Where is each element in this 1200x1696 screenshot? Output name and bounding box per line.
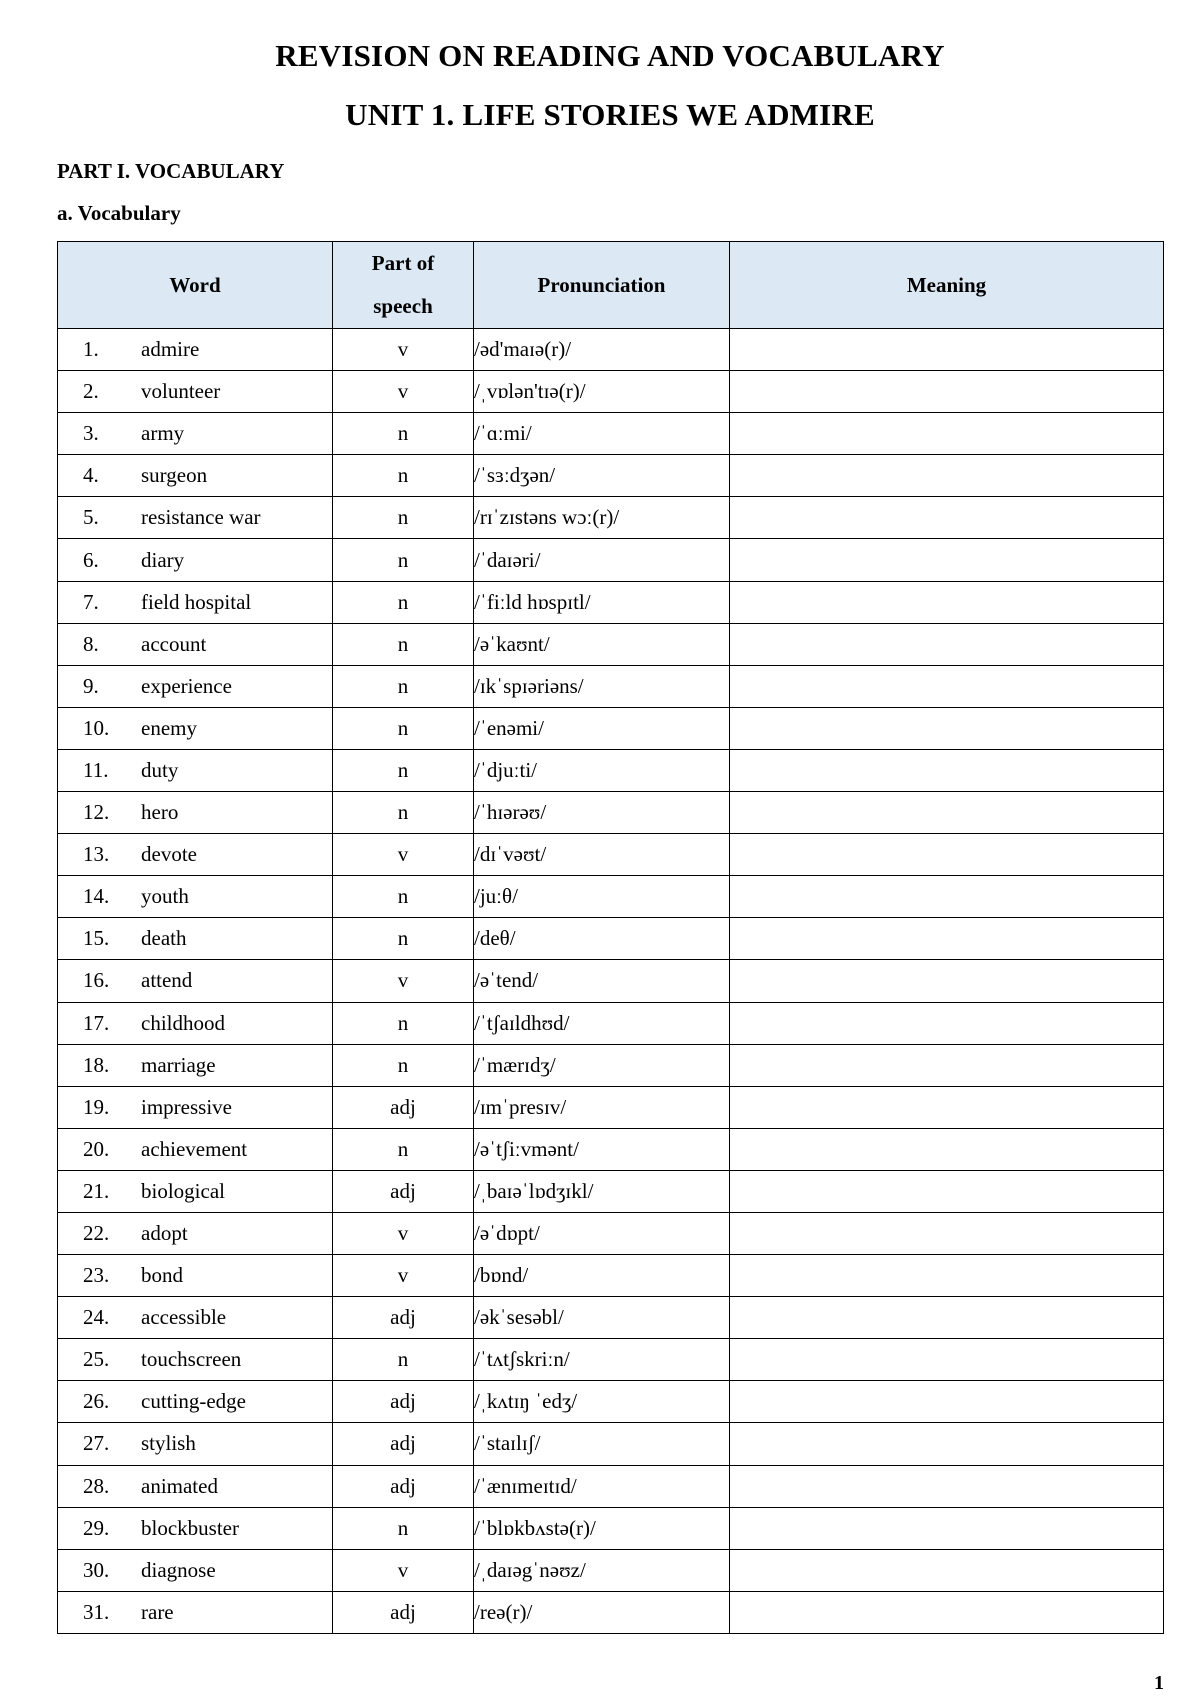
pronunciation-cell: /əˈdɒpt/ <box>474 1212 730 1254</box>
part-of-speech-cell: adj <box>333 1086 474 1128</box>
row-number: 31. <box>83 1599 110 1624</box>
row-number: 2. <box>83 379 99 404</box>
meaning-cell[interactable] <box>730 749 1164 791</box>
row-number: 28. <box>83 1473 110 1498</box>
word-cell <box>58 876 333 918</box>
vocab-word: marriage <box>141 1052 216 1077</box>
part-of-speech-cell: n <box>333 665 474 707</box>
meaning-cell[interactable] <box>730 1297 1164 1339</box>
table-row <box>58 1549 1164 1591</box>
word-cell <box>58 918 333 960</box>
word-cell <box>58 1255 333 1297</box>
table-row <box>58 749 1164 791</box>
meaning-cell[interactable] <box>730 623 1164 665</box>
meaning-cell[interactable] <box>730 1255 1164 1297</box>
vocab-word: touchscreen <box>141 1347 242 1372</box>
meaning-cell[interactable] <box>730 1591 1164 1633</box>
vocab-word: stylish <box>141 1431 196 1456</box>
pronunciation-cell: /ɪkˈspɪəriəns/ <box>474 665 730 707</box>
pronunciation-cell: /ˈenəmi/ <box>474 707 730 749</box>
vocab-word: death <box>141 926 187 951</box>
meaning-cell[interactable] <box>730 581 1164 623</box>
part-of-speech-cell: n <box>333 539 474 581</box>
table-row <box>58 1212 1164 1254</box>
vocab-word: volunteer <box>141 379 221 404</box>
pronunciation-cell: /ˈstaɪlɪʃ/ <box>474 1423 730 1465</box>
row-number: 8. <box>83 631 99 656</box>
word-cell <box>58 623 333 665</box>
word-cell <box>58 455 333 497</box>
meaning-cell[interactable] <box>730 329 1164 371</box>
row-number: 9. <box>83 673 99 698</box>
meaning-cell[interactable] <box>730 1002 1164 1044</box>
header-meaning: Meaning <box>730 242 1164 329</box>
vocab-word: attend <box>141 968 193 993</box>
pronunciation-cell: /juːθ/ <box>474 876 730 918</box>
word-cell <box>58 329 333 371</box>
word-cell <box>58 1170 333 1212</box>
table-row <box>58 413 1164 455</box>
word-cell <box>58 1339 333 1381</box>
vocab-word: diagnose <box>141 1557 216 1582</box>
word-cell <box>58 1044 333 1086</box>
table-row <box>58 1086 1164 1128</box>
word-cell <box>58 1128 333 1170</box>
table-row <box>58 581 1164 623</box>
table-row <box>58 792 1164 834</box>
part-of-speech-cell: n <box>333 455 474 497</box>
row-number: 19. <box>83 1094 110 1119</box>
word-cell <box>58 1465 333 1507</box>
word-cell <box>58 1086 333 1128</box>
vocab-word: achievement <box>141 1136 248 1161</box>
vocab-word: animated <box>141 1473 218 1498</box>
vocab-word: devote <box>141 842 197 867</box>
vocab-word: cutting-edge <box>141 1389 246 1414</box>
section-heading: a. Vocabulary <box>57 201 181 225</box>
pronunciation-cell: /ˈtʃaɪldhʊd/ <box>474 1002 730 1044</box>
word-cell <box>58 1549 333 1591</box>
pronunciation-cell: /əˈkaʊnt/ <box>474 623 730 665</box>
part-of-speech-cell: n <box>333 749 474 791</box>
row-number: 5. <box>83 505 99 530</box>
part-of-speech-cell: adj <box>333 1423 474 1465</box>
part-of-speech-cell: n <box>333 918 474 960</box>
word-cell <box>58 371 333 413</box>
meaning-cell[interactable] <box>730 1549 1164 1591</box>
word-cell <box>58 1507 333 1549</box>
word-cell <box>58 792 333 834</box>
table-row <box>58 539 1164 581</box>
part-of-speech-cell: n <box>333 623 474 665</box>
table-row <box>58 455 1164 497</box>
pronunciation-cell: /əˈtend/ <box>474 960 730 1002</box>
part-of-speech-cell: adj <box>333 1465 474 1507</box>
part-of-speech-cell: n <box>333 707 474 749</box>
table-row <box>58 1381 1164 1423</box>
row-number: 22. <box>83 1221 110 1246</box>
meaning-cell[interactable] <box>730 1507 1164 1549</box>
pronunciation-cell: /reə(r)/ <box>474 1591 730 1633</box>
header-pronunciation: Pronunciation <box>474 242 730 329</box>
table-row <box>58 623 1164 665</box>
vocab-word: adopt <box>141 1221 188 1246</box>
row-number: 24. <box>83 1305 110 1330</box>
word-cell <box>58 1297 333 1339</box>
pronunciation-cell: /ˌkʌtɪŋ ˈedʒ/ <box>474 1381 730 1423</box>
meaning-cell[interactable] <box>730 455 1164 497</box>
header-part-of-speech: Part of speech <box>333 242 474 329</box>
pronunciation-cell: /ˈɑːmi/ <box>474 413 730 455</box>
table-row <box>58 918 1164 960</box>
word-cell <box>58 581 333 623</box>
row-number: 26. <box>83 1389 110 1414</box>
part-of-speech-cell: adj <box>333 1170 474 1212</box>
meaning-cell[interactable] <box>730 1128 1164 1170</box>
table-row <box>58 960 1164 1002</box>
meaning-cell[interactable] <box>730 960 1164 1002</box>
header-word: Word <box>58 242 333 329</box>
meaning-cell[interactable] <box>730 1465 1164 1507</box>
vocab-word: bond <box>141 1263 183 1288</box>
word-cell <box>58 413 333 455</box>
table-row <box>58 1255 1164 1297</box>
part-of-speech-cell: adj <box>333 1297 474 1339</box>
pronunciation-cell: /dɪˈvəʊt/ <box>474 834 730 876</box>
row-number: 6. <box>83 547 99 572</box>
table-row <box>58 707 1164 749</box>
part-of-speech-cell: n <box>333 792 474 834</box>
row-number: 3. <box>83 421 99 446</box>
part-of-speech-cell: v <box>333 834 474 876</box>
part-of-speech-cell: adj <box>333 1381 474 1423</box>
vocab-word: experience <box>141 673 232 698</box>
part-of-speech-cell: v <box>333 1212 474 1254</box>
row-number: 29. <box>83 1515 110 1540</box>
meaning-cell[interactable] <box>730 371 1164 413</box>
row-number: 4. <box>83 463 99 488</box>
vocab-word: diary <box>141 547 185 572</box>
table-row <box>58 1170 1164 1212</box>
row-number: 27. <box>83 1431 110 1456</box>
table-row <box>58 497 1164 539</box>
row-number: 7. <box>83 589 99 614</box>
part-of-speech-cell: n <box>333 581 474 623</box>
row-number: 14. <box>83 884 110 909</box>
meaning-cell[interactable] <box>730 1339 1164 1381</box>
pronunciation-cell: /ˈhɪərəʊ/ <box>474 792 730 834</box>
document-title: REVISION ON READING AND VOCABULARY <box>275 38 945 73</box>
pronunciation-cell: /ˈdjuːti/ <box>474 749 730 791</box>
pronunciation-cell: /bɒnd/ <box>474 1255 730 1297</box>
row-number: 11. <box>83 757 109 782</box>
vocab-word: resistance war <box>141 505 261 530</box>
pronunciation-cell: /deθ/ <box>474 918 730 960</box>
table-row <box>58 1423 1164 1465</box>
part-of-speech-cell: n <box>333 876 474 918</box>
vocab-word: rare <box>141 1599 174 1624</box>
meaning-cell[interactable] <box>730 539 1164 581</box>
meaning-cell[interactable] <box>730 918 1164 960</box>
table-row <box>58 1591 1164 1633</box>
meaning-cell[interactable] <box>730 665 1164 707</box>
pronunciation-cell: /rɪˈzɪstəns wɔː(r)/ <box>474 497 730 539</box>
row-number: 23. <box>83 1263 110 1288</box>
part-of-speech-cell: adj <box>333 1591 474 1633</box>
meaning-cell[interactable] <box>730 1423 1164 1465</box>
word-cell <box>58 1002 333 1044</box>
table-row <box>58 329 1164 371</box>
vocab-word: enemy <box>141 715 197 740</box>
word-cell <box>58 707 333 749</box>
table-row <box>58 1044 1164 1086</box>
vocab-word: impressive <box>141 1094 232 1119</box>
pronunciation-cell: /ˌbaɪəˈlɒdʒɪkl/ <box>474 1170 730 1212</box>
word-cell <box>58 665 333 707</box>
row-number: 17. <box>83 1010 110 1035</box>
part-of-speech-cell: n <box>333 413 474 455</box>
vocab-word: surgeon <box>141 463 208 488</box>
part-of-speech-cell: n <box>333 1128 474 1170</box>
part-of-speech-cell: n <box>333 497 474 539</box>
pronunciation-cell: /ˈsɜːdʒən/ <box>474 455 730 497</box>
table-row <box>58 834 1164 876</box>
part-of-speech-cell: v <box>333 1549 474 1591</box>
table-header-row <box>58 242 1164 329</box>
meaning-cell[interactable] <box>730 707 1164 749</box>
word-cell <box>58 497 333 539</box>
part-of-speech-cell: v <box>333 960 474 1002</box>
table-row <box>58 665 1164 707</box>
word-cell <box>58 834 333 876</box>
vocab-word: hero <box>141 800 179 825</box>
vocabulary-table <box>57 241 1164 1634</box>
vocab-word: duty <box>141 757 179 782</box>
part-of-speech-cell: v <box>333 371 474 413</box>
vocab-word: childhood <box>141 1010 225 1035</box>
unit-title: UNIT 1. LIFE STORIES WE ADMIRE <box>345 97 875 132</box>
meaning-cell[interactable] <box>730 1170 1164 1212</box>
row-number: 13. <box>83 842 110 867</box>
meaning-cell[interactable] <box>730 413 1164 455</box>
meaning-cell[interactable] <box>730 1044 1164 1086</box>
vocab-word: army <box>141 421 185 446</box>
row-number: 15. <box>83 926 110 951</box>
part-of-speech-cell: v <box>333 329 474 371</box>
meaning-cell[interactable] <box>730 497 1164 539</box>
vocab-word: biological <box>141 1178 225 1203</box>
pronunciation-cell: /ˈtʌtʃskriːn/ <box>474 1339 730 1381</box>
part-of-speech-cell: n <box>333 1507 474 1549</box>
word-cell <box>58 749 333 791</box>
pronunciation-cell: /ˈdaɪəri/ <box>474 539 730 581</box>
table-row <box>58 1128 1164 1170</box>
part-of-speech-cell: n <box>333 1339 474 1381</box>
vocab-word: blockbuster <box>141 1515 239 1540</box>
part-of-speech-cell: n <box>333 1044 474 1086</box>
row-number: 1. <box>83 337 99 362</box>
part-heading: PART I. VOCABULARY <box>57 159 285 183</box>
table-row <box>58 1465 1164 1507</box>
part-of-speech-cell: v <box>333 1255 474 1297</box>
table-row <box>58 1339 1164 1381</box>
row-number: 30. <box>83 1557 110 1582</box>
row-number: 12. <box>83 800 110 825</box>
pronunciation-cell: /ɪmˈpresɪv/ <box>474 1086 730 1128</box>
pronunciation-cell: /əd'maɪə(r)/ <box>474 329 730 371</box>
pronunciation-cell: /ˈblɒkbʌstə(r)/ <box>474 1507 730 1549</box>
pronunciation-cell: /əkˈsesəbl/ <box>474 1297 730 1339</box>
meaning-cell[interactable] <box>730 1381 1164 1423</box>
pronunciation-cell: /ˈmærɪdʒ/ <box>474 1044 730 1086</box>
table-row <box>58 876 1164 918</box>
word-cell <box>58 1381 333 1423</box>
word-cell <box>58 1423 333 1465</box>
table-row <box>58 371 1164 413</box>
word-cell <box>58 539 333 581</box>
part-of-speech-cell: n <box>333 1002 474 1044</box>
table-row <box>58 1297 1164 1339</box>
row-number: 10. <box>83 715 110 740</box>
table-row <box>58 1507 1164 1549</box>
pronunciation-cell: /ˈfiːld hɒspɪtl/ <box>474 581 730 623</box>
page-number: 1 <box>1154 1672 1164 1694</box>
row-number: 16. <box>83 968 110 993</box>
meaning-cell[interactable] <box>730 834 1164 876</box>
row-number: 18. <box>83 1052 110 1077</box>
word-cell <box>58 960 333 1002</box>
meaning-cell[interactable] <box>730 876 1164 918</box>
vocab-word: field hospital <box>141 589 252 614</box>
vocab-word: accessible <box>141 1305 227 1330</box>
row-number: 21. <box>83 1178 110 1203</box>
meaning-cell[interactable] <box>730 792 1164 834</box>
meaning-cell[interactable] <box>730 1086 1164 1128</box>
pronunciation-cell: /ˌvɒlən'tɪə(r)/ <box>474 371 730 413</box>
pronunciation-cell: /əˈtʃiːvmənt/ <box>474 1128 730 1170</box>
vocab-word: youth <box>141 884 189 909</box>
row-number: 25. <box>83 1347 110 1372</box>
row-number: 20. <box>83 1136 110 1161</box>
table-row <box>58 1002 1164 1044</box>
word-cell <box>58 1591 333 1633</box>
pronunciation-cell: /ˈænɪmeɪtɪd/ <box>474 1465 730 1507</box>
meaning-cell[interactable] <box>730 1212 1164 1254</box>
vocab-word: account <box>141 631 207 656</box>
word-cell <box>58 1212 333 1254</box>
vocab-word: admire <box>141 337 200 362</box>
pronunciation-cell: /ˌdaɪəgˈnəʊz/ <box>474 1549 730 1591</box>
